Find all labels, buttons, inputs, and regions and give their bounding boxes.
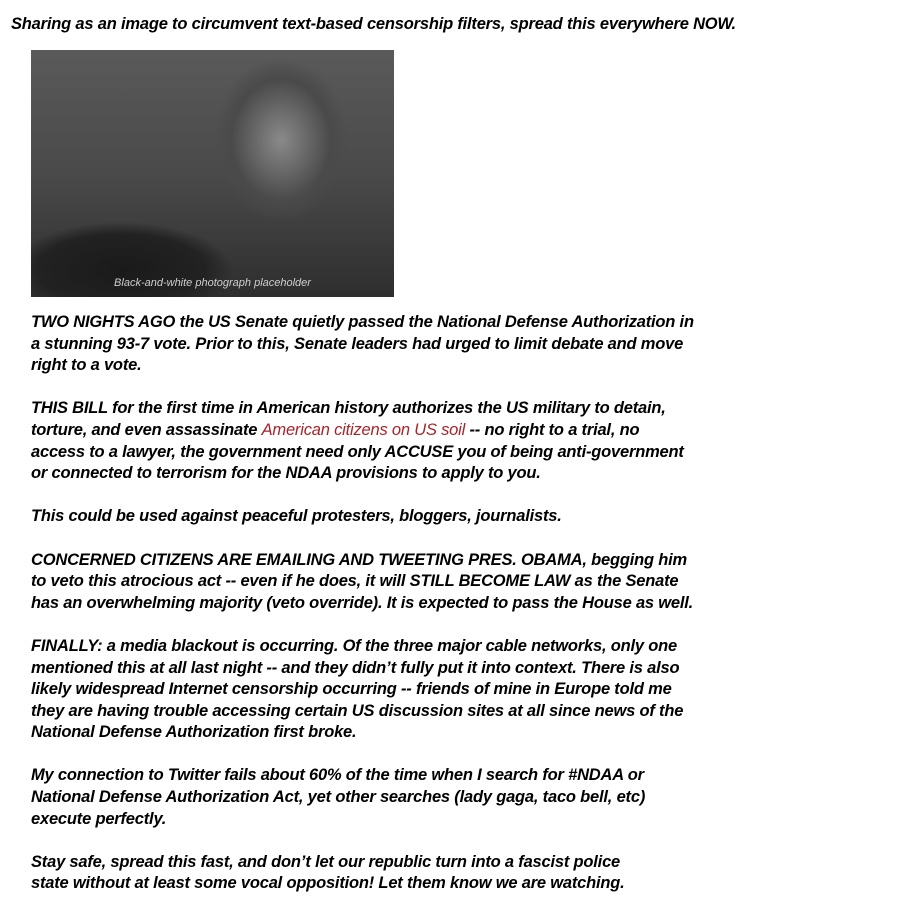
highlighted-phrase: American citizens on US soil: [261, 420, 466, 439]
text-segment: torture, and even assassinate: [31, 420, 262, 439]
text-line: CONCERNED CITIZENS ARE EMAILING AND TWEETING PRES. OBAMA, begging him: [31, 550, 687, 569]
text-line: likely widespread Internet censorship occurring -- friends of mine in Europe told me: [31, 680, 672, 699]
text-segment: -- no right to a trial, no: [465, 420, 640, 439]
paragraph-twitter: [31, 765, 791, 830]
text-line: THIS BILL for the first time in American history authorizes the US military to detain,: [31, 399, 666, 418]
text-line: FINALLY: a media blackout is occurring. Of the three major cable networks, only one: [31, 636, 677, 655]
paragraph-media-blackout: [31, 636, 791, 744]
header-text: Sharing as an image to circumvent text-based censorship filters, spread this everywhere NOW.: [11, 15, 736, 33]
text-line: state without at least some vocal opposition! Let them know we are watching.: [31, 874, 625, 893]
paragraph-bill-claims: [31, 398, 791, 484]
text-line: they are having trouble accessing certain US discussion sites at all since news of the: [31, 701, 684, 720]
text-line: right to a vote.: [31, 356, 142, 375]
text-line: mentioned this at all last night -- and they didn’t fully put it into context. There is also: [31, 658, 680, 677]
paragraph-senate-vote: [31, 312, 791, 377]
text-line: to veto this atrocious act -- even if he does, it will STILL BECOME LAW as the Senate: [31, 572, 679, 591]
text-line: execute perfectly.: [31, 809, 167, 828]
paragraph-protesters: [31, 506, 791, 528]
text-line: National Defense Authorization first broke.: [31, 723, 357, 742]
text-line: [31, 420, 791, 442]
text-line: a stunning 93-7 vote. Prior to this, Senate leaders had urged to limit debate and move: [31, 334, 684, 353]
text-line: Stay safe, spread this fast, and don’t let our republic turn into a fascist police: [31, 852, 621, 871]
text-line: or connected to terrorism for the NDAA provisions to apply to you.: [31, 464, 541, 483]
text-line: National Defense Authorization Act, yet other searches (lady gaga, taco bell, etc): [31, 788, 646, 807]
text-line: access to a lawyer, the government need only ACCUSE you of being anti-government: [31, 442, 684, 461]
text-line: TWO NIGHTS AGO the US Senate quietly passed the National Defense Authorization in: [31, 313, 694, 331]
paragraph-concerned-citizens: [31, 550, 791, 615]
text-line: My connection to Twitter fails about 60% of the time when I search for #NDAA or: [31, 766, 644, 785]
text-line: has an overwhelming majority (veto override). It is expected to pass the House as well.: [31, 593, 694, 612]
message-body: [31, 312, 791, 917]
photo-caption: Black-and-white photograph placeholder: [114, 277, 311, 289]
text-line: This could be used against peaceful protesters, bloggers, journalists.: [31, 507, 562, 526]
paragraph-closing: [31, 852, 791, 895]
photo-placeholder: [31, 50, 394, 297]
